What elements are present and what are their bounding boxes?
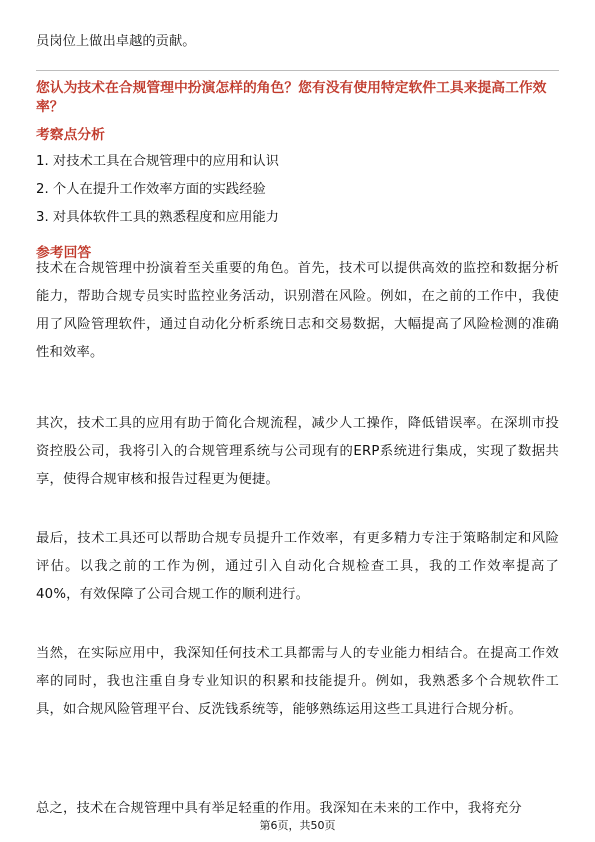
analysis-item: 3. 对具体软件工具的熟悉程度和应用能力 <box>36 210 279 225</box>
answer-heading: 参考回答 <box>36 245 92 261</box>
answer-paragraph: 当然，在实际应用中，我深知任何技术工具都需与人的专业能力相结合。在提高工作效率的同时，我也注重自身专业知识的积累和技能提升。例如，我熟悉多个合规软件工具，如合规风险管理平台、反洗钱系统等，能够熟练运用这些工具进行合规分析。 <box>36 646 559 717</box>
answer-paragraph: 最后，技术工具还可以帮助合规专员提升工作效率，有更多精力专注于策略制定和风险评估。以我之前的工作为例，通过引入自动化合规检查工具，我的工作效率提高了40%，有效保障了公司合规工作的顺利进行。 <box>36 531 559 602</box>
answer-paragraph: 技术在合规管理中扮演着至关重要的角色。首先，技术可以提供高效的监控和数据分析能力，帮助合规专员实时监控业务活动，识别潜在风险。例如，在之前的工作中，我使用了风险管理软件，通过自动化分析系统日志和交易数据，大幅提高了风险检测的准确性和效率。 <box>36 261 559 360</box>
answer-paragraph: 总之，技术在合规管理中具有举足轻重的作用。我深知在未来的工作中，我将充分 <box>36 801 522 816</box>
continued-text: 员岗位上做出卓越的贡献。 <box>36 34 196 49</box>
analysis-heading: 考察点分析 <box>36 127 105 143</box>
page-number: 第6页，共50页 <box>259 819 336 832</box>
analysis-item: 1. 对技术工具在合规管理中的应用和认识 <box>36 154 279 169</box>
analysis-list <box>36 153 279 237</box>
analysis-item: 2. 个人在提升工作效率方面的实践经验 <box>36 182 266 197</box>
question-title: 您认为技术在合规管理中扮演怎样的角色？您有没有使用特定软件工具来提高工作效率？ <box>36 80 547 115</box>
answer-paragraph: 其次，技术工具的应用有助于简化合规流程，减少人工操作，降低错误率。在深圳市投资控股公司，我将引入的合规管理系统与公司现有的ERP系统进行集成，实现了数据共享，使得合规审核和报告过程更为便捷。 <box>36 416 559 487</box>
section-divider <box>36 70 559 71</box>
